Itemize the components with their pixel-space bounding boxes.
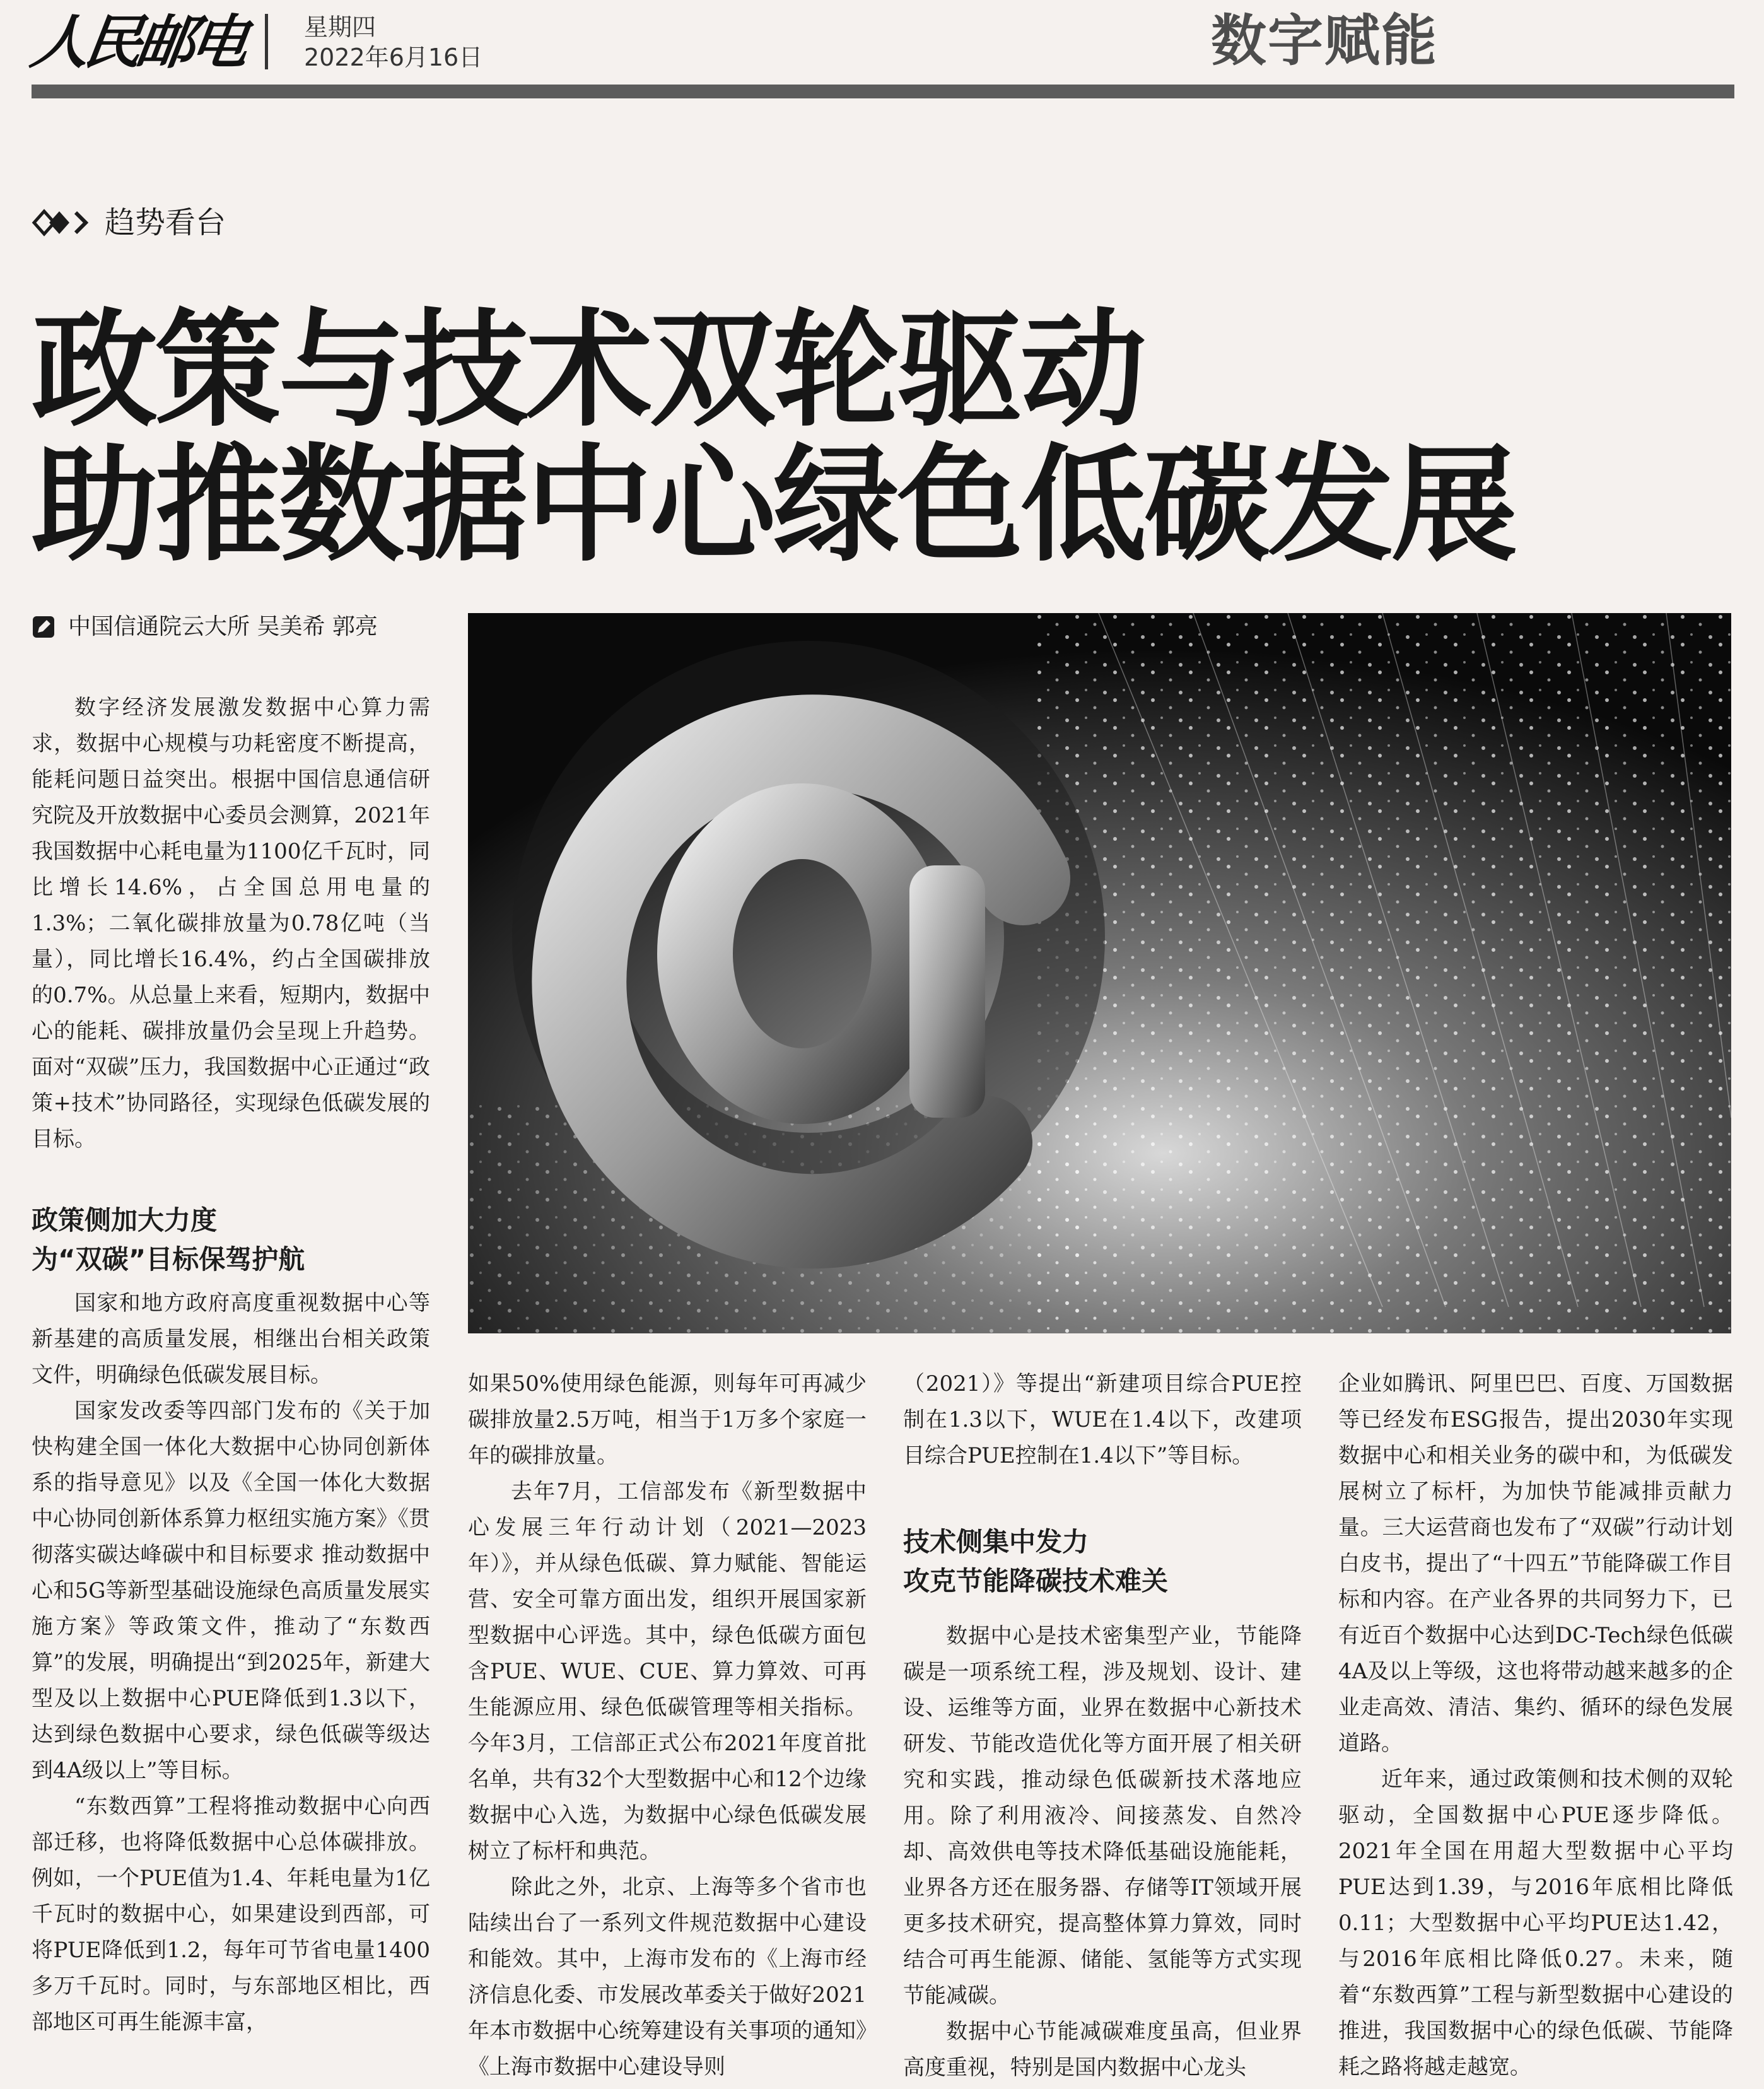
article-column-4 xyxy=(1338,1366,1733,2089)
subhead-line: 攻克节能降碳技术难关 xyxy=(903,1565,1169,1596)
paragraph: 国家和地方政府高度重视数据中心等新基建的高质量发展，相继出台相关政策文件，明确绿色低碳发展目标。 xyxy=(32,1290,430,1388)
header-rule xyxy=(32,85,1734,98)
kicker-label: 趋势看台 xyxy=(105,205,226,240)
newspaper-logo: 人民邮电 xyxy=(26,8,248,76)
article-column-1-continued xyxy=(32,1285,430,2089)
paragraph: 企业如腾讯、阿里巴巴、百度、万国数据等已经发布ESG报告，提出2030年实现数据中心和相关业务的碳中和，为低碳发展树立了标杆，为加快节能减排贡献力量。三大运营商也发布了“双碳”行动计划白皮书，提出了“十四五”节能降碳工作目标和内容。在产业各界的共同努力下，已有近百个数据中心达到DC-Tech绿色低碳4A及以上等级，这也将带动越来越多的企业走高效、清洁、集约、循环的绿色发展道路。 xyxy=(1338,1371,1733,1756)
headline-line-2: 助推数据中心绿色低碳发展 xyxy=(32,432,1516,579)
article-headline xyxy=(32,297,1734,579)
subhead-technology xyxy=(903,1523,1307,1601)
subhead-line: 政策侧加大力度 xyxy=(32,1205,218,1236)
double-diamond-arrow-icon xyxy=(32,204,95,242)
at-sign-fiber-optic-image xyxy=(468,613,1731,1333)
article-column-3-continued xyxy=(903,1618,1302,2089)
masthead-divider xyxy=(265,14,268,69)
paragraph: 数字经济发展激发数据中心算力需求，数据中心规模与功耗密度不断提高，能耗问题日益突出。根据中国信息通信研究院及开放数据中心委员会测算，2021年我国数据中心耗电量为1100亿千瓦时，同比增长14.6%，占全国总用电量的1.3%；二氧化碳排放量为0.78亿吨（当量），同比增长16.4%，约占全国碳排放的0.7%。从总量上来看，短期内，数据中心的能耗、碳排放量仍会呈现上升趋势。面对“双碳”压力，我国数据中心正通过“政策+技术”协同路径，实现绿色低碳发展的目标。 xyxy=(32,695,430,1152)
byline-authors: 中国信通院云大所 吴美希 郭亮 xyxy=(68,614,378,640)
section-title: 数字赋能 xyxy=(1211,8,1439,73)
paragraph: （2021）》等提出“新建项目综合PUE控制在1.3以下，WUE在1.4以下，改建项目综合PUE控制在1.4以下”等目标。 xyxy=(903,1371,1302,1468)
pen-icon xyxy=(32,615,55,639)
article-column-2 xyxy=(468,1366,867,2089)
paragraph: “东数西算”工程将推动数据中心向西部迁移，也将降低数据中心总体碳排放。例如，一个PUE值为1.4、年耗电量为1亿千瓦时的数据中心，如果建设到西部，可将PUE降低到1.2，每年可节省电量1400多万千瓦时。同时，与东部地区相比，西部地区可再生能源丰富， xyxy=(32,1794,430,2035)
column-kicker xyxy=(32,201,226,245)
paragraph: 如果50%使用绿色能源，则每年可再减少碳排放量2.5万吨，相当于1万多个家庭一年的碳排放量。 xyxy=(468,1371,867,1468)
issue-weekday: 星期四 xyxy=(304,13,377,41)
subhead-line: 技术侧集中发力 xyxy=(903,1526,1089,1557)
headline-line-1: 政策与技术双轮驱动 xyxy=(32,297,1145,444)
paragraph: 数据中心是技术密集型产业，节能降碳是一项系统工程，涉及规划、设计、建设、运维等方面，业界在数据中心新技术研发、节能改造优化等方面开展了相关研究和实践，推动绿色低碳新技术落地应用。除了利用液冷、间接蒸发、自然冷却、高效供电等技术降低基础设施能耗，业界各方还在服务器、存储等IT领域开展更多技术研究，提高整体算力算效，同时结合可再生能源、储能、氢能等方式实现节能减碳。 xyxy=(903,1624,1302,2008)
subhead-line: 为“双碳”目标保驾护航 xyxy=(32,1244,305,1275)
subhead-policy xyxy=(32,1201,435,1279)
article-column-1 xyxy=(32,690,430,1176)
byline xyxy=(32,613,378,641)
paragraph: 数据中心节能减碳难度虽高，但业界高度重视，特别是国内数据中心龙头 xyxy=(903,2019,1302,2080)
article-photo xyxy=(468,613,1731,1333)
issue-date: 2022年6月16日 xyxy=(304,44,483,71)
paragraph: 除此之外，北京、上海等多个省市也陆续出台了一系列文件规范数据中心建设和能效。其中，上海市发布的《上海市经济信息化委、市发展改革委关于做好2021年本市数据中心统筹建设有关事项的通知》《上海市数据中心建设导则 xyxy=(468,1875,867,2080)
paragraph: 国家发改委等四部门发布的《关于加快构建全国一体化大数据中心协同创新体系的指导意见》以及《全国一体化大数据中心协同创新体系算力枢纽实施方案》《贯彻落实碳达峰碳中和目标要求 推动数据中心和5G等新型基础设施绿色高质量发展实施方案》等政策文件，推动了“东数西算”的发展，明确提出“到2025年，新建大型及以上数据中心PUE降低到1.3以下，达到绿色数据中心要求，绿色低碳等级达到4A级以上”等目标。 xyxy=(32,1398,430,1783)
paragraph: 近年来，通过政策侧和技术侧的双轮驱动，全国数据中心PUE逐步降低。2021年全国在用超大型数据中心平均PUE达到1.39，与2016年底相比降低0.11；大型数据中心平均PUE达1.42，与2016年底相比降低0.27。未来，随着“东数西算”工程与新型数据中心建设的推进，我国数据中心的绿色低碳、节能降耗之路将越走越宽。 xyxy=(1338,1767,1733,2080)
paragraph: 去年7月，工信部发布《新型数据中心发展三年行动计划（2021—2023年）》，并从绿色低碳、算力赋能、智能运营、安全可靠方面出发，组织开展国家新型数据中心评选。其中，绿色低碳方面包含PUE、WUE、CUE、算力算效、可再生能源应用、绿色低碳管理等相关指标。今年3月，工信部正式公布2021年度首批名单，共有32个大型数据中心和12个边缘数据中心入选，为数据中心绿色低碳发展树立了标杆和典范。 xyxy=(468,1479,867,1864)
article-column-3 xyxy=(903,1366,1302,1473)
